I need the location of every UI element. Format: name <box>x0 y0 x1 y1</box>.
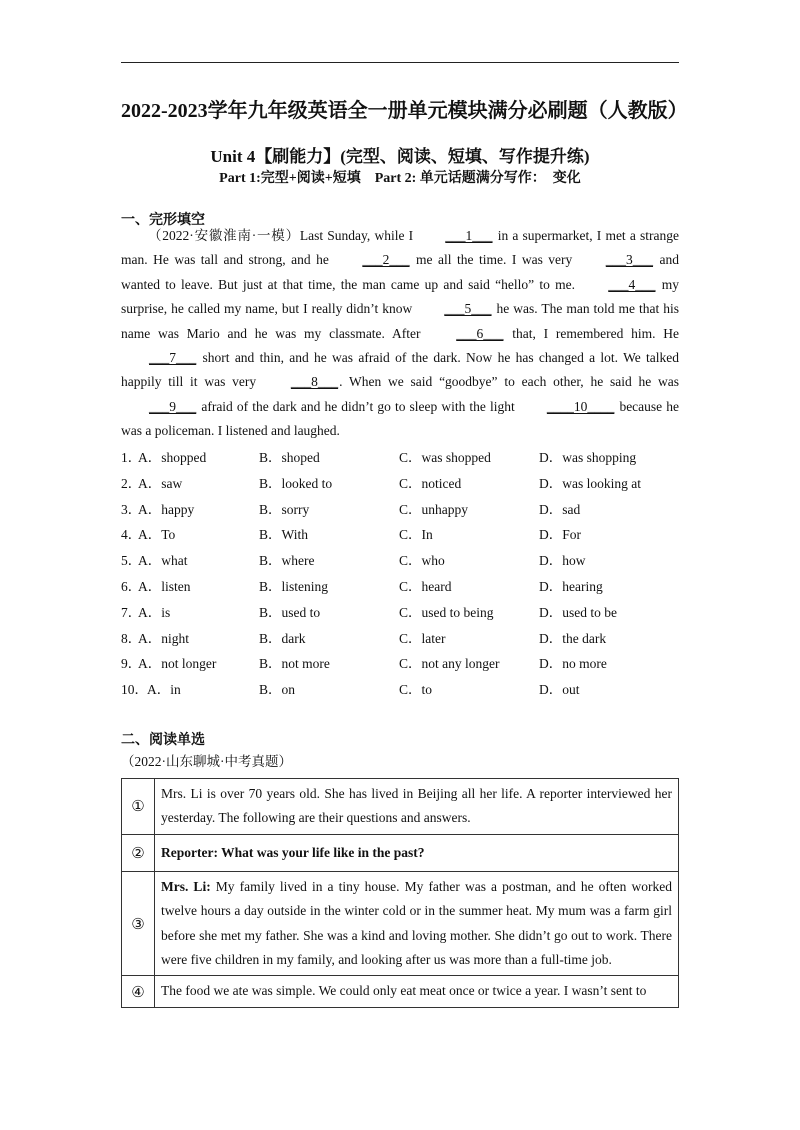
option-d[interactable]: D．no more <box>539 656 607 672</box>
option-b[interactable]: B．dark <box>259 630 306 646</box>
document-title: 2022-2023学年九年级英语全一册单元模块满分必刷题（人教版） <box>121 100 688 122</box>
option-c[interactable]: C．In <box>399 527 433 543</box>
option-d[interactable]: D．was shopping <box>539 450 637 465</box>
option-b[interactable]: B．used to <box>259 604 321 620</box>
paragraph-text: Mrs. Li is over 70 years old. She has lived in Beijing all her life. A reporter interviewed her yesterday. The following are their questions and answers. <box>161 786 672 826</box>
reporter-question: Reporter: What was your life like in the past? <box>161 844 425 860</box>
option-a[interactable]: A．shopped <box>138 450 207 465</box>
question-row: 5． A．what B．where C．who D．how <box>121 546 679 572</box>
blank-1: ___1___ <box>445 228 493 243</box>
blank-9: ___9___ <box>149 398 197 414</box>
section1-heading: 一、完形填空 <box>121 212 205 228</box>
paragraph-number: ④ <box>122 976 155 1007</box>
option-d[interactable]: D．For <box>539 527 582 543</box>
option-a[interactable]: A．To <box>138 527 176 543</box>
blank-10: ____10____ <box>546 398 615 414</box>
option-a[interactable]: A．listen <box>138 578 191 594</box>
paragraph-text: The food we ate was simple. We could only eat meat once or twice a year. I wasn’t sent to <box>161 983 647 999</box>
blank-4: ___4___ <box>608 276 656 292</box>
cloze-passage: （2022·安徽淮南·一模）Last Sunday, while I ___1___ in a supermarket, I met a strange man. He was tall and strong, and he ___2___ me all the time. I was very ___3___ and wanted to leave. But just at that time, the man came up and said “hello” to me. ___4___ my surprise, he called my name, but I really didn’t know ___5___ he was. The man told me that his name was Mario and he was my classmate. After ___6___ that, I remembered him. He ___7___ short and thin, and he was afraid of the dark. Now he has changed a lot. We talked happily till it was very ___8___. When we said “goodbye” to each other, he said he was ___9___ afraid of the dark and he didn’t go to sleep with the light ____10____ because he was a policeman. I listened and laughed. <box>121 224 679 444</box>
option-c[interactable]: C．later <box>399 630 446 646</box>
table-row <box>122 779 679 835</box>
option-c[interactable]: C．not any longer <box>399 656 500 672</box>
table-row <box>122 834 679 871</box>
option-c[interactable]: C．to <box>399 682 433 698</box>
blank-6: ___6___ <box>456 325 504 341</box>
option-c[interactable]: C．unhappy <box>399 501 468 517</box>
option-a[interactable]: A．is <box>138 604 171 620</box>
option-b[interactable]: B．listening <box>259 578 329 594</box>
option-a[interactable]: A．not longer <box>138 656 217 672</box>
option-c[interactable]: C．noticed <box>399 475 462 491</box>
option-c[interactable]: C．who <box>399 553 445 569</box>
option-b[interactable]: B．shoped <box>259 450 320 465</box>
question-row: 10． A．in B．on C．to D．out <box>121 675 679 701</box>
option-b[interactable]: B．not more <box>259 656 330 672</box>
paragraph-text: My family lived in a tiny house. My father was a postman, and he often worked twelve hours a day outside in the winter cold or in the summer heat. My mum was a farm girl before she met my father. She was a kind and loving mother. She didn’t go out to work. There were five children in my family, and looking after us was more than a full-time job. <box>161 878 672 968</box>
reading-source: （2022·山东聊城·中考真题） <box>121 754 292 769</box>
option-b[interactable]: B．With <box>259 527 308 543</box>
question-row: 1． A．shopped B．shoped C．was shopped D．was shopping <box>121 443 679 469</box>
option-b[interactable]: B．where <box>259 553 315 569</box>
question-row: 9． A．not longer B．not more C．not any longer D．no more <box>121 649 679 675</box>
option-d[interactable]: D．used to be <box>539 604 617 620</box>
reading-table <box>121 778 679 1008</box>
option-a[interactable]: A．what <box>138 553 188 569</box>
question-row: 6． A．listen B．listening C．heard D．hearing <box>121 572 679 598</box>
paragraph-number: ③ <box>122 871 155 976</box>
option-d[interactable]: D．hearing <box>539 578 603 594</box>
table-row <box>122 976 679 1007</box>
option-a[interactable]: A．in <box>147 682 181 698</box>
option-d[interactable]: D．sad <box>539 501 581 517</box>
option-b[interactable]: B．looked to <box>259 475 333 491</box>
blank-8: ___8___ <box>290 374 339 390</box>
paragraph-number: ① <box>122 779 155 835</box>
paragraph-number: ② <box>122 834 155 871</box>
question-row: 8． A．night B．dark C．later D．the dark <box>121 624 679 650</box>
option-d[interactable]: D．how <box>539 553 586 569</box>
parts-line: Part 1:完型+阅读+短填 Part 2: 单元话题满分写作： 变化 <box>219 171 581 186</box>
section2-heading: 二、阅读单选 <box>121 732 205 748</box>
option-a[interactable]: A．saw <box>138 475 183 491</box>
question-row: 7． A．is B．used to C．used to being D．used to be <box>121 598 679 624</box>
option-d[interactable]: D．was looking at <box>539 475 641 491</box>
header-rule <box>121 62 679 63</box>
option-b[interactable]: B．on <box>259 682 296 698</box>
option-d[interactable]: D．the dark <box>539 630 607 646</box>
option-a[interactable]: A．happy <box>138 501 195 517</box>
blank-5: ___5___ <box>444 301 492 317</box>
option-c[interactable]: C．used to being <box>399 604 494 620</box>
option-c[interactable]: C．was shopped <box>399 450 491 465</box>
option-b[interactable]: B．sorry <box>259 501 310 517</box>
option-d[interactable]: D．out <box>539 682 580 698</box>
table-row <box>122 871 679 976</box>
speaker-label: Mrs. Li: <box>161 878 211 894</box>
question-options <box>121 443 679 701</box>
option-a[interactable]: A．night <box>138 630 190 646</box>
unit-subtitle: Unit 4【刷能力】(完型、阅读、短填、写作提升练) <box>210 147 590 166</box>
question-row: 2． A．saw B．looked to C．noticed D．was looking at <box>121 469 679 495</box>
blank-7: ___7___ <box>149 350 197 366</box>
passage-source: （2022·安徽淮南·一模） <box>148 228 300 243</box>
option-c[interactable]: C．heard <box>399 578 452 594</box>
blank-2: ___2___ <box>362 252 410 268</box>
blank-3: ___3___ <box>605 252 654 268</box>
question-row: 3． A．happy B．sorry C．unhappy D．sad <box>121 495 679 521</box>
question-row: 4． A．To B．With C．In D．For <box>121 520 679 546</box>
